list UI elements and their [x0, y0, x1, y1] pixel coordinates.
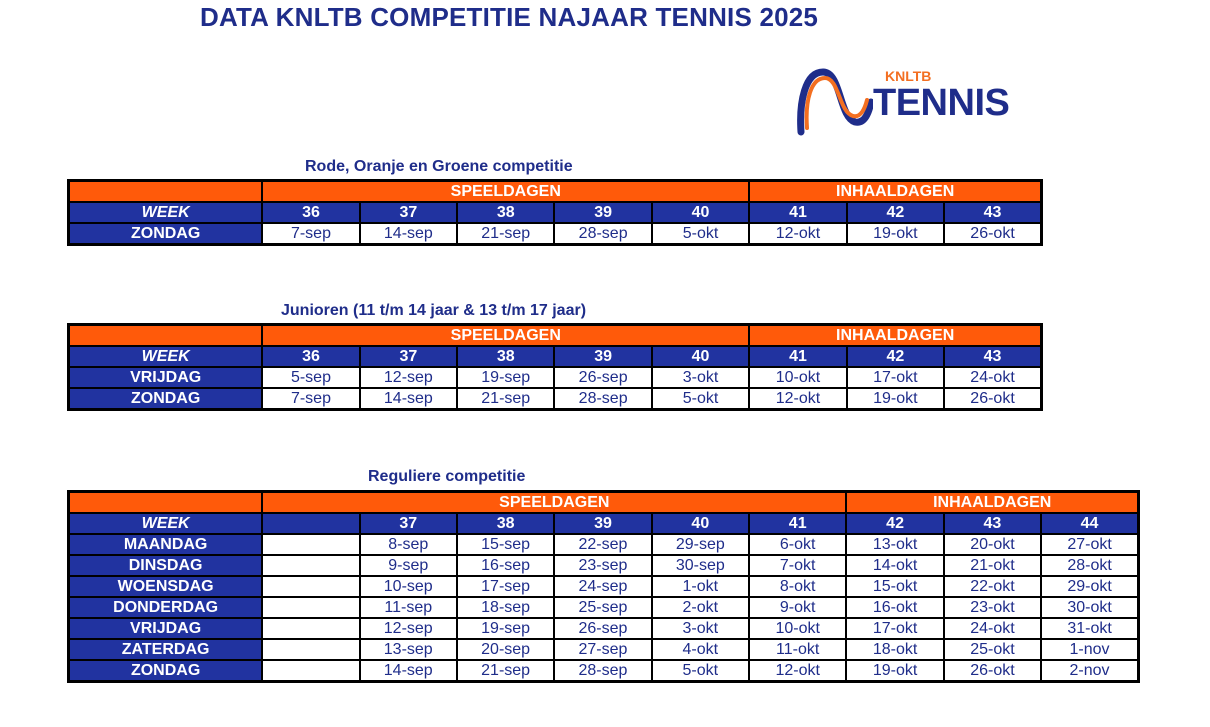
date-cell	[262, 618, 359, 639]
day-label: VRIJDAG	[69, 367, 263, 388]
inhaaldagen-header: INHAALDAGEN	[749, 181, 1041, 203]
schedule-table-junioren	[67, 323, 1043, 411]
date-cell: 5-okt	[652, 223, 749, 245]
week-number: 42	[847, 202, 944, 223]
date-cell: 11-okt	[749, 639, 846, 660]
date-cell: 10-sep	[360, 576, 457, 597]
week-number: 43	[944, 202, 1041, 223]
date-cell: 5-okt	[652, 660, 749, 682]
day-label: DONDERDAG	[69, 597, 263, 618]
speeldagen-header: SPEELDAGEN	[262, 181, 749, 203]
header-corner	[69, 325, 263, 347]
date-cell	[262, 555, 359, 576]
date-cell: 2-nov	[1041, 660, 1138, 682]
week-number: 36	[262, 202, 359, 223]
date-cell: 13-okt	[846, 534, 943, 555]
date-cell: 12-okt	[749, 223, 846, 245]
table-2-caption: Junioren (11 t/m 14 jaar & 13 t/m 17 jaar)	[281, 302, 587, 319]
week-number: 39	[554, 202, 651, 223]
week-number: 42	[847, 346, 944, 367]
date-cell: 13-sep	[360, 639, 457, 660]
date-cell: 30-sep	[652, 555, 749, 576]
date-cell: 28-sep	[554, 388, 651, 410]
day-label: ZONDAG	[69, 388, 263, 410]
header-corner	[69, 181, 263, 203]
date-cell: 10-okt	[749, 618, 846, 639]
date-cell: 5-sep	[262, 367, 359, 388]
date-cell: 21-sep	[457, 223, 554, 245]
week-label: WEEK	[69, 202, 263, 223]
date-cell: 29-okt	[1041, 576, 1138, 597]
table-1-caption: Rode, Oranje en Groene competitie	[305, 158, 573, 175]
week-number: 39	[554, 346, 651, 367]
table-row	[69, 367, 1042, 388]
day-label: VRIJDAG	[69, 618, 263, 639]
inhaaldagen-header: INHAALDAGEN	[846, 492, 1138, 514]
week-number	[262, 513, 359, 534]
week-number: 37	[360, 202, 457, 223]
date-cell	[262, 534, 359, 555]
date-cell: 14-sep	[360, 388, 457, 410]
date-cell: 7-sep	[262, 388, 359, 410]
date-cell: 9-okt	[749, 597, 846, 618]
date-cell: 20-okt	[944, 534, 1041, 555]
date-cell: 14-sep	[360, 660, 457, 682]
date-cell: 19-okt	[847, 388, 944, 410]
date-cell: 7-okt	[749, 555, 846, 576]
date-cell: 23-okt	[944, 597, 1041, 618]
day-label: MAANDAG	[69, 534, 263, 555]
date-cell: 19-okt	[846, 660, 943, 682]
week-number: 39	[554, 513, 651, 534]
date-cell: 15-sep	[457, 534, 554, 555]
date-cell	[262, 639, 359, 660]
date-cell: 20-sep	[457, 639, 554, 660]
date-cell: 19-okt	[847, 223, 944, 245]
inhaaldagen-header: INHAALDAGEN	[749, 325, 1041, 347]
week-number: 43	[944, 346, 1041, 367]
date-cell: 21-sep	[457, 660, 554, 682]
date-cell	[262, 597, 359, 618]
date-cell: 3-okt	[652, 367, 749, 388]
date-cell: 11-sep	[360, 597, 457, 618]
date-cell: 1-okt	[652, 576, 749, 597]
date-cell: 30-okt	[1041, 597, 1138, 618]
date-cell	[262, 576, 359, 597]
week-number: 40	[652, 513, 749, 534]
date-cell: 18-okt	[846, 639, 943, 660]
date-cell: 8-okt	[749, 576, 846, 597]
date-cell: 12-okt	[749, 660, 846, 682]
date-cell: 14-sep	[360, 223, 457, 245]
date-cell: 26-okt	[944, 660, 1041, 682]
date-cell: 27-okt	[1041, 534, 1138, 555]
date-cell: 24-okt	[944, 618, 1041, 639]
date-cell: 28-sep	[554, 223, 651, 245]
date-cell: 29-sep	[652, 534, 749, 555]
table-row	[69, 660, 1139, 682]
week-number: 44	[1041, 513, 1138, 534]
week-number: 37	[360, 513, 457, 534]
week-number: 36	[262, 346, 359, 367]
date-cell: 19-sep	[457, 618, 554, 639]
date-cell: 19-sep	[457, 367, 554, 388]
date-cell: 21-okt	[944, 555, 1041, 576]
schedule-table-reguliere	[67, 490, 1140, 683]
date-cell: 6-okt	[749, 534, 846, 555]
date-cell: 8-sep	[360, 534, 457, 555]
date-cell: 14-okt	[846, 555, 943, 576]
date-cell: 7-sep	[262, 223, 359, 245]
date-cell: 31-okt	[1041, 618, 1138, 639]
knltb-tennis-logo	[793, 62, 1015, 138]
date-cell: 25-okt	[944, 639, 1041, 660]
date-cell: 16-okt	[846, 597, 943, 618]
header-corner	[69, 492, 263, 514]
date-cell	[262, 660, 359, 682]
date-cell: 2-okt	[652, 597, 749, 618]
day-label: ZONDAG	[69, 660, 263, 682]
date-cell: 16-sep	[457, 555, 554, 576]
date-cell: 18-sep	[457, 597, 554, 618]
week-number: 38	[457, 202, 554, 223]
date-cell: 27-sep	[554, 639, 651, 660]
date-cell: 4-okt	[652, 639, 749, 660]
table-row	[69, 388, 1042, 410]
date-cell: 26-okt	[944, 388, 1041, 410]
week-number: 42	[846, 513, 943, 534]
day-label: DINSDAG	[69, 555, 263, 576]
table-row	[69, 597, 1139, 618]
date-cell: 12-sep	[360, 618, 457, 639]
date-cell: 25-sep	[554, 597, 651, 618]
date-cell: 26-sep	[554, 618, 651, 639]
week-number: 40	[652, 346, 749, 367]
day-label: ZATERDAG	[69, 639, 263, 660]
date-cell: 10-okt	[749, 367, 846, 388]
week-label: WEEK	[69, 346, 263, 367]
logo-knltb-text: KNLTB	[885, 68, 932, 84]
date-cell: 28-sep	[554, 660, 651, 682]
page-title: DATA KNLTB COMPETITIE NAJAAR TENNIS 2025	[200, 2, 819, 32]
date-cell: 28-okt	[1041, 555, 1138, 576]
date-cell: 22-sep	[554, 534, 651, 555]
day-label: ZONDAG	[69, 223, 263, 245]
date-cell: 17-okt	[847, 367, 944, 388]
week-number: 40	[652, 202, 749, 223]
date-cell: 5-okt	[652, 388, 749, 410]
date-cell: 1-nov	[1041, 639, 1138, 660]
schedule-table-rode-oranje-groene	[67, 179, 1043, 246]
week-number: 41	[749, 346, 846, 367]
date-cell: 3-okt	[652, 618, 749, 639]
date-cell: 26-okt	[944, 223, 1041, 245]
week-number: 41	[749, 202, 846, 223]
week-number: 37	[360, 346, 457, 367]
date-cell: 22-okt	[944, 576, 1041, 597]
date-cell: 24-okt	[944, 367, 1041, 388]
date-cell: 17-sep	[457, 576, 554, 597]
date-cell: 15-okt	[846, 576, 943, 597]
week-number: 41	[749, 513, 846, 534]
date-cell: 21-sep	[457, 388, 554, 410]
logo-tennis-text: TENNIS	[873, 82, 1010, 124]
table-row	[69, 639, 1139, 660]
date-cell: 17-okt	[846, 618, 943, 639]
date-cell: 26-sep	[554, 367, 651, 388]
table-row	[69, 534, 1139, 555]
table-row	[69, 555, 1139, 576]
date-cell: 23-sep	[554, 555, 651, 576]
table-row	[69, 576, 1139, 597]
tennis-wave-icon	[793, 62, 873, 138]
table-row	[69, 618, 1139, 639]
speeldagen-header: SPEELDAGEN	[262, 325, 749, 347]
table-3-caption: Reguliere competitie	[368, 468, 526, 485]
date-cell: 9-sep	[360, 555, 457, 576]
date-cell: 24-sep	[554, 576, 651, 597]
week-number: 43	[944, 513, 1041, 534]
date-cell: 12-sep	[360, 367, 457, 388]
week-label: WEEK	[69, 513, 263, 534]
table-row	[69, 223, 1042, 245]
speeldagen-header: SPEELDAGEN	[262, 492, 846, 514]
week-number: 38	[457, 346, 554, 367]
day-label: WOENSDAG	[69, 576, 263, 597]
date-cell: 12-okt	[749, 388, 846, 410]
week-number: 38	[457, 513, 554, 534]
